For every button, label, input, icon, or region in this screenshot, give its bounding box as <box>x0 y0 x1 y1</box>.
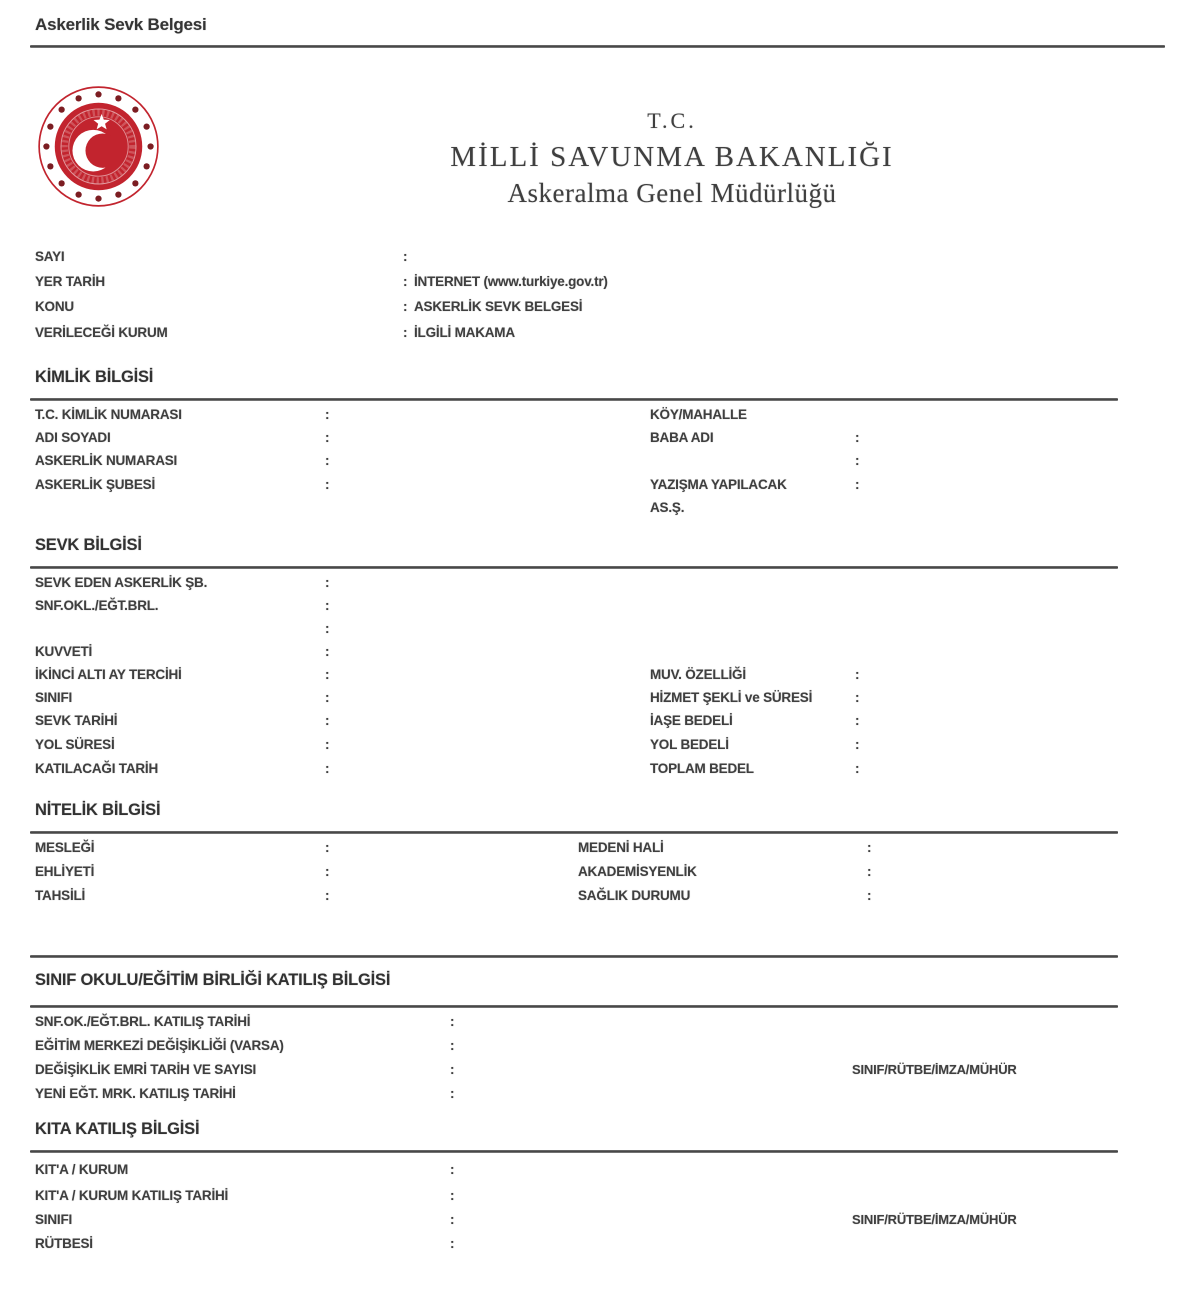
colon: : <box>325 621 330 636</box>
colon: : <box>450 1014 455 1029</box>
field-row <box>0 713 1180 734</box>
field-label: SEVK EDEN ASKERLİK ŞB. <box>35 575 208 590</box>
colon: : <box>325 453 330 468</box>
field-label: HİZMET ŞEKLİ ve SÜRESİ <box>650 690 813 705</box>
divider <box>30 831 1118 834</box>
colon: : <box>867 840 872 855</box>
field-row <box>0 621 1180 642</box>
field-row <box>0 500 1180 521</box>
field-label: DEĞİŞİKLİK EMRİ TARİH VE SAYISI <box>35 1062 257 1077</box>
colon: : <box>325 407 330 422</box>
colon: : <box>450 1162 455 1177</box>
colon: : <box>325 575 330 590</box>
colon: : <box>325 644 330 659</box>
field-row <box>0 598 1180 619</box>
field-label: KONU <box>35 299 74 314</box>
field-label: KATILACAĞI TARİH <box>35 761 159 776</box>
colon: : <box>450 1086 455 1101</box>
letterhead-ministry: MİLLİ SAVUNMA BAKANLIĞI <box>450 141 894 173</box>
field-row <box>0 864 1180 885</box>
field-label: ADI SOYADI <box>35 430 111 445</box>
colon: : <box>855 430 860 445</box>
section-title: SINIF OKULU/EĞİTİM BİRLİĞİ KATILIŞ BİLGİSİ <box>35 971 391 989</box>
field-label: EĞİTİM MERKEZİ DEĞİŞİKLİĞİ (VARSA) <box>35 1038 284 1053</box>
colon: : <box>855 453 860 468</box>
field-row <box>0 299 1180 320</box>
field-label: T.C. KİMLİK NUMARASI <box>35 407 182 422</box>
letterhead-directorate: Askeralma Genel Müdürlüğü <box>507 178 837 208</box>
divider <box>30 1150 1118 1153</box>
field-row <box>0 430 1180 451</box>
letterhead-tc: T.C. <box>647 108 697 133</box>
field-label: YER TARİH <box>35 274 105 289</box>
field-label: ASKERLİK ŞUBESİ <box>35 477 156 492</box>
field-label: EHLİYETİ <box>35 864 95 879</box>
field-row <box>0 274 1180 295</box>
field-label: SAĞLIK DURUMU <box>578 888 691 903</box>
field-label: YENİ EĞT. MRK. KATILIŞ TARİHİ <box>35 1086 236 1101</box>
field-label: KUVVETİ <box>35 644 93 659</box>
field-row <box>0 453 1180 474</box>
field-label: SEVK TARİHİ <box>35 713 118 728</box>
section-title: SEVK BİLGİSİ <box>35 536 142 554</box>
field-label: SAYI <box>35 249 65 264</box>
colon: : <box>450 1038 455 1053</box>
colon: : <box>450 1188 455 1203</box>
divider <box>30 955 1118 958</box>
field-row <box>0 737 1180 758</box>
field-row <box>0 477 1180 498</box>
field-label: VERİLECEĞİ KURUM <box>35 325 168 340</box>
field-row <box>0 644 1180 665</box>
divider <box>30 45 1165 48</box>
field-label: İKİNCİ ALTI AY TERCİHİ <box>35 667 182 682</box>
field-label: İAŞE BEDELİ <box>650 713 733 728</box>
field-label: YAZIŞMA YAPILACAK <box>650 477 787 492</box>
field-label: YOL BEDELİ <box>650 737 729 752</box>
section-title: KİMLİK BİLGİSİ <box>35 368 154 386</box>
colon: : <box>325 477 330 492</box>
field-row <box>0 575 1180 596</box>
section-title: KITA KATILIŞ BİLGİSİ <box>35 1120 200 1138</box>
divider <box>30 1005 1118 1008</box>
colon: : <box>325 713 330 728</box>
colon: : <box>855 690 860 705</box>
colon: : <box>403 299 408 314</box>
field-row <box>0 840 1180 861</box>
colon: : <box>325 864 330 879</box>
field-row <box>0 1236 1180 1257</box>
ministry-seal-icon <box>36 84 161 209</box>
field-label: AS.Ş. <box>650 500 685 515</box>
letterhead <box>300 108 1044 209</box>
colon: : <box>325 761 330 776</box>
field-label: ASKERLİK NUMARASI <box>35 453 178 468</box>
field-label: SINIFI <box>35 1212 73 1227</box>
field-label: KIT'A / KURUM KATILIŞ TARİHİ <box>35 1188 229 1203</box>
colon: : <box>325 598 330 613</box>
field-row <box>0 325 1180 346</box>
colon: : <box>450 1062 455 1077</box>
field-label: KIT'A / KURUM <box>35 1162 129 1177</box>
colon: : <box>450 1212 455 1227</box>
field-row <box>0 888 1180 909</box>
stamp-note: SINIF/RÜTBE/İMZA/MÜHÜR <box>852 1212 1017 1227</box>
colon: : <box>403 274 408 289</box>
divider <box>30 566 1118 569</box>
field-label: RÜTBESİ <box>35 1236 93 1251</box>
colon: : <box>855 477 860 492</box>
field-row <box>0 1188 1180 1209</box>
field-row <box>0 249 1180 270</box>
field-label: KÖY/MAHALLE <box>650 407 747 422</box>
field-label: MESLEĞİ <box>35 840 95 855</box>
colon: : <box>403 249 408 264</box>
colon: : <box>855 761 860 776</box>
field-label: MEDENİ HALİ <box>578 840 664 855</box>
colon: : <box>855 737 860 752</box>
field-row <box>0 1086 1180 1107</box>
field-row <box>0 407 1180 428</box>
page-title: Askerlik Sevk Belgesi <box>35 15 207 34</box>
field-value: ASKERLİK SEVK BELGESİ <box>414 299 583 314</box>
field-label: SNF.OK./EĞT.BRL. KATILIŞ TARİHİ <box>35 1014 251 1029</box>
field-label: YOL SÜRESİ <box>35 737 115 752</box>
colon: : <box>867 888 872 903</box>
colon: : <box>450 1236 455 1251</box>
colon: : <box>325 888 330 903</box>
field-label: SINIFI <box>35 690 73 705</box>
field-label: BABA ADI <box>650 430 714 445</box>
colon: : <box>325 667 330 682</box>
field-label: AKADEMİSYENLİK <box>578 864 697 879</box>
field-row <box>0 761 1180 782</box>
field-label: TOPLAM BEDEL <box>650 761 754 776</box>
stamp-note: SINIF/RÜTBE/İMZA/MÜHÜR <box>852 1062 1017 1077</box>
colon: : <box>403 325 408 340</box>
colon: : <box>325 690 330 705</box>
field-label: SNF.OKL./EĞT.BRL. <box>35 598 159 613</box>
field-value: İNTERNET (www.turkiye.gov.tr) <box>414 274 608 289</box>
field-row <box>0 690 1180 711</box>
colon: : <box>325 737 330 752</box>
field-row <box>0 1162 1180 1183</box>
colon: : <box>855 713 860 728</box>
colon: : <box>855 667 860 682</box>
field-label: TAHSİLİ <box>35 888 86 903</box>
field-label: MUV. ÖZELLİĞİ <box>650 667 746 682</box>
field-row <box>0 1038 1180 1059</box>
divider <box>30 398 1118 401</box>
field-value: İLGİLİ MAKAMA <box>414 325 515 340</box>
field-row <box>0 1014 1180 1035</box>
colon: : <box>325 840 330 855</box>
field-row <box>0 667 1180 688</box>
colon: : <box>867 864 872 879</box>
section-title: NİTELİK BİLGİSİ <box>35 801 161 819</box>
colon: : <box>325 430 330 445</box>
